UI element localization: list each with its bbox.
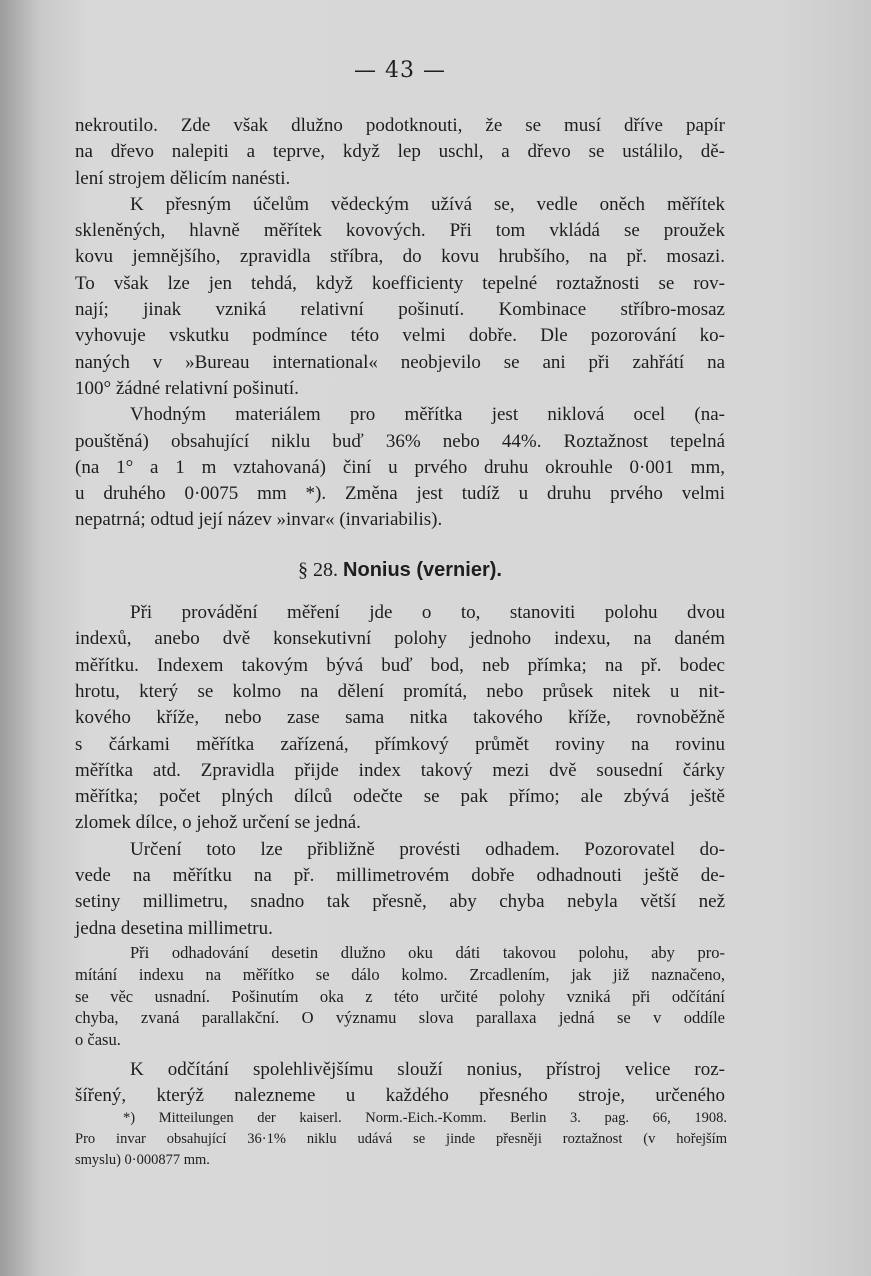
text-line: (na 1° a 1 m vztahovaná) činí u prvého druhu okrouhle 0·001 mm,	[75, 456, 725, 478]
text-line: hrotu, který se kolmo na dělení promítá, nebo průsek nitek u nit-	[75, 680, 725, 702]
text-line: K odčítání spolehlivějšímu slouží nonius, přístroj velice roz-	[130, 1058, 725, 1080]
paragraph-1	[75, 113, 725, 192]
section-heading	[75, 557, 725, 583]
text-line: naných v »Bureau international« neobjevilo se ani při zahřátí na	[75, 351, 725, 373]
text-line: 100° žádné relativní pošinutí.	[75, 377, 299, 399]
text-line: indexů, anebo dvě konsekutivní polohy jednoho indexu, na daném	[75, 628, 725, 650]
text-line: K přesným účelům vědeckým užívá se, vedle oněch měřítek	[130, 193, 725, 215]
main-text	[75, 113, 725, 1109]
text-line: mítání indexu na měřítko se dálo kolmo. Zrcadlením, jak již naznačeno,	[75, 964, 725, 984]
text-line: setiny millimetru, snadno tak přesně, aby chyba nebyla větší než	[75, 891, 725, 913]
paragraph-4	[75, 600, 725, 837]
text-line: měřítka atd. Zpravidla přijde index takový mezi dvě sousední čárky	[75, 759, 725, 781]
small-note-paragraph	[75, 942, 725, 1051]
text-line: měřítka; počet plných dílců odečte se pak přímo; ale zbývá ještě	[75, 786, 725, 808]
section-title: Nonius (vernier).	[343, 558, 502, 581]
paragraph-5	[75, 837, 725, 942]
text-line: se věc usnadní. Pošinutím oka z této určité polohy vzniká při odčítání	[75, 986, 725, 1006]
footnote-line: smyslu) 0·000877 mm.	[75, 1152, 210, 1168]
paragraph-3	[75, 402, 725, 533]
text-line: kového kříže, nebo zase sama nitka takového kříže, rovnoběžně	[75, 707, 725, 729]
text-line: vyhovuje vskutku podmínce této velmi dobře. Dle pozorování ko-	[75, 325, 725, 347]
footnote-line: *) Mitteilungen der kaiserl. Norm.-Eich.-Komm. Berlin 3. pag. 66, 1908.	[123, 1110, 727, 1126]
text-line: kovu jemnějšího, zpravidla stříbra, do kovu hrubšího, na př. mosazi.	[75, 246, 725, 268]
text-line: chyba, zvaná parallakční. O významu slova parallaxa jedná se v oddíle	[75, 1008, 725, 1028]
text-line: nepatrná; odtud její název »invar« (invariabilis).	[75, 509, 443, 531]
text-line: vede na měřítku na př. millimetrovém dobře odhadnouti ještě de-	[75, 865, 725, 887]
text-line: Při provádění měření jde o to, stanoviti polohu dvou	[130, 602, 725, 624]
footnotes	[75, 1108, 727, 1171]
text-line: To však lze jen tehdá, když koefficienty tepelné roztažnosti se rov-	[75, 272, 725, 294]
text-line: pouštěná) obsahující niklu buď 36% nebo 44%. Roztažnost tepelná	[75, 430, 725, 452]
text-line: lení strojem dělicím nanésti.	[75, 167, 291, 189]
text-line: Vhodným materiálem pro měřítka jest niklová ocel (na-	[130, 404, 725, 426]
section-number: § 28.	[298, 558, 339, 581]
text-line: s čárkami měřítka zařízená, přímkový průmět roviny na rovinu	[75, 733, 725, 755]
text-line: Při odhadování desetin dlužno oku dáti takovou polohu, aby pro-	[130, 942, 725, 962]
text-line: měřítku. Indexem takovým bývá buď bod, neb přímka; na př. bodec	[75, 654, 725, 676]
text-line: nají; jinak vzniká relativní pošinutí. Kombinace stříbro-mosaz	[75, 299, 725, 321]
footnote-line: Pro invar obsahující 36·1% niklu udává se jinde přesněji roztažnost (v hořejším	[75, 1131, 727, 1147]
text-line: skleněných, hlavně měřítek kovových. Při tom vkládá se proužek	[75, 220, 725, 242]
text-line: na dřevo nalepiti a teprve, když lep uschl, a dřevo se ustálilo, dě-	[75, 141, 725, 163]
text-line: šířený, kterýž nalezneme u každého přesného stroje, určeného	[75, 1085, 725, 1107]
text-line: jedna desetina millimetru.	[75, 917, 273, 939]
paragraph-2	[75, 192, 725, 402]
text-line: o času.	[75, 1030, 121, 1050]
paragraph-6	[75, 1057, 725, 1110]
text-line: Určení toto lze přibližně provésti odhadem. Pozorovatel do-	[130, 838, 725, 860]
page-number: — 43 —	[354, 58, 446, 83]
text-line: nekroutilo. Zde však dlužno podotknouti, že se musí dříve papír	[75, 115, 725, 136]
text-line: zlomek dílce, o jehož určení se jedná.	[75, 812, 361, 834]
text-line: u druhého 0·0075 mm *). Změna jest tudíž u druhu prvého velmi	[75, 483, 725, 505]
